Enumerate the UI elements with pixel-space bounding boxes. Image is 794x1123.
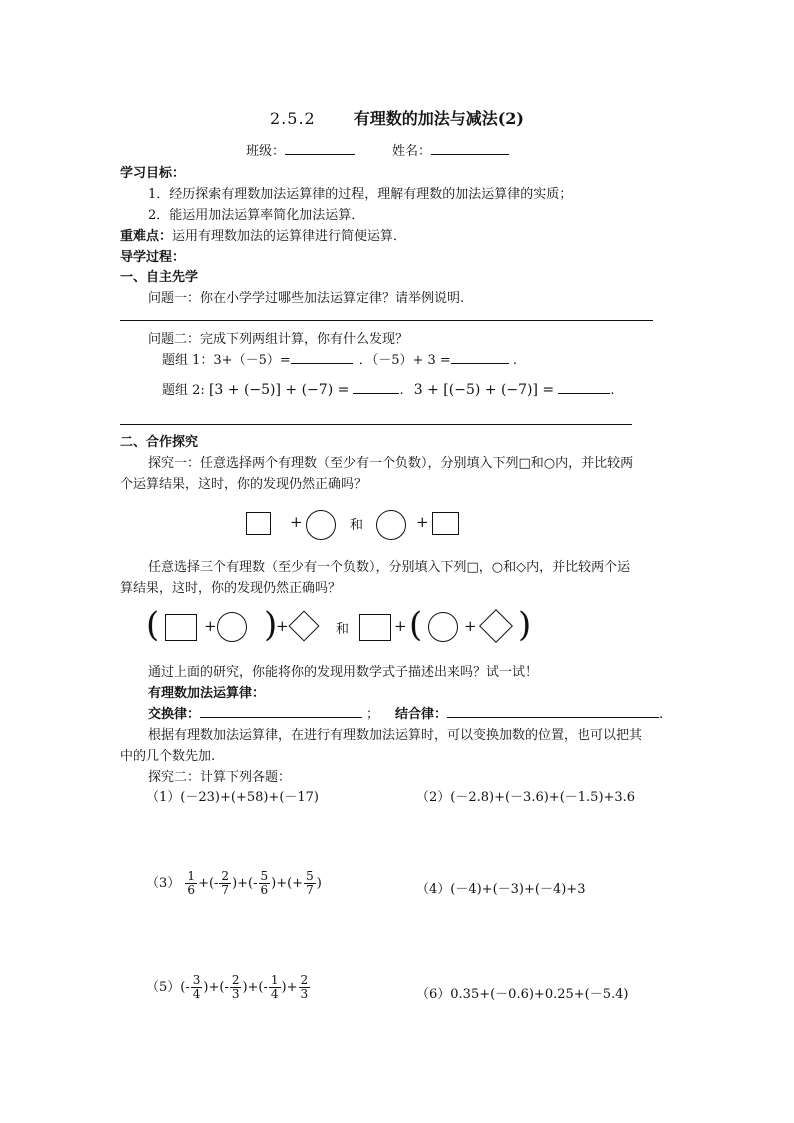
question-1: 问题一：你在小学学过哪些加法运算定律？请举例说明. <box>148 291 465 306</box>
circle-box[interactable] <box>217 612 247 642</box>
problem-6: （6）0.35+(－0.6)+0.25+(－5.4) <box>416 987 629 1002</box>
section2-heading: 二、合作探究 <box>120 435 199 450</box>
square-box[interactable] <box>432 512 459 535</box>
operator: )+ <box>281 980 298 995</box>
title-text: 有理数的加法与减法(2) <box>353 109 524 128</box>
name-label: 姓名： <box>392 144 432 159</box>
plus-sign: + <box>290 513 303 531</box>
laws-end: . <box>659 707 664 722</box>
class-field <box>246 140 355 159</box>
commutative-label: 交换律： <box>148 707 201 722</box>
associative-label: 结合律： <box>395 707 448 722</box>
explore2-heading: 探究二：计算下列各题： <box>148 770 292 785</box>
name-blank[interactable] <box>431 142 509 155</box>
group2-end: . <box>610 383 615 398</box>
class-blank[interactable] <box>285 142 355 155</box>
open-bracket: ( <box>409 605 423 645</box>
plus-sign: + <box>416 513 429 531</box>
key-point-label: 重难点： <box>120 229 173 244</box>
close-bracket: ) <box>264 605 278 645</box>
group-2 <box>162 379 614 398</box>
square-box[interactable] <box>359 614 391 641</box>
circle-box[interactable] <box>376 510 406 540</box>
problem5-label: （5） <box>146 980 181 995</box>
plus-sign: + <box>464 617 477 635</box>
group2-sep: . <box>399 383 404 398</box>
group1-expr-a: 题组 1：3+（－5）= <box>162 353 291 368</box>
operator: )+(- <box>242 980 268 995</box>
group1-expr-b: ．（－5）+ 3 = <box>358 353 451 368</box>
question-2: 问题二：完成下列两组计算，你有什么发现？ <box>148 332 409 347</box>
square-box[interactable] <box>165 614 197 641</box>
problem-4: （4）(－4)+(－3)+(－4)+3 <box>416 882 586 897</box>
fraction: $\frac{2}{7}$ <box>221 869 230 897</box>
name-field <box>392 140 509 159</box>
summary-text: 通过上面的研究，你能将你的发现用数学式子描述出来吗？试一试！ <box>148 665 539 680</box>
key-point-text: 运用有理数加法的运算律进行简便运算． <box>172 229 407 244</box>
plus-sign: + <box>394 617 407 635</box>
plus-sign: + <box>276 617 289 635</box>
laws-sep: ； <box>366 707 380 722</box>
operator: )+(- <box>203 980 229 995</box>
diamond-box[interactable] <box>479 609 513 643</box>
explain-line1: 根据有理数加法运算律，在进行有理数加法运算时，可以变换加数的位置，也可以把其 <box>148 728 643 743</box>
section1-heading: 一、自主先学 <box>120 270 199 285</box>
group2-expr-1: [3 + (−5)] + (−7) = <box>208 382 350 398</box>
operator: )+(+ <box>271 876 304 891</box>
and-word: 和 <box>336 622 350 637</box>
square-box[interactable] <box>246 512 271 535</box>
group2-label: 题组 2: <box>162 383 205 398</box>
open-bracket: ( <box>146 605 160 645</box>
laws-row <box>148 703 663 722</box>
law-title: 有理数加法运算律： <box>148 686 266 701</box>
fraction: $\frac{3}{4}$ <box>192 973 201 1001</box>
circle-box[interactable] <box>428 612 458 642</box>
circle-box[interactable] <box>306 510 336 540</box>
fraction: $\frac{5}{6}$ <box>260 869 269 897</box>
explore1b-line1: 任意选择三个有理数（至少有一个负数），分别填入下列□，○和◇内，并比较两个运 <box>148 560 631 575</box>
fraction: $\frac{1}{4}$ <box>270 973 279 1001</box>
group2-blank-1[interactable] <box>353 381 399 394</box>
fraction: $\frac{5}{7}$ <box>306 869 314 897</box>
problem-2: （2）(－2.8)+(－3.6)+(－1.5)+3.6 <box>416 790 636 805</box>
class-label: 班级： <box>246 144 286 159</box>
problem3-label: （3） <box>146 876 181 891</box>
answer-line-1[interactable] <box>120 320 653 321</box>
title-number: 2.5.2 <box>270 109 316 128</box>
goals-heading: 学习目标： <box>120 166 186 181</box>
associative-blank[interactable] <box>447 705 659 718</box>
group2-expr-2: 3 + [(−5) + (−7)] = <box>413 382 555 398</box>
explore1-line2: 个运算结果，这时，你的发现仍然正确吗？ <box>120 477 368 492</box>
group1-blank-a[interactable] <box>291 351 353 364</box>
fraction: $\frac{2}{3}$ <box>231 973 240 1001</box>
operator: ) <box>316 876 322 891</box>
goal-item-1: 1．经历探索有理数加法运算律的过程，理解有理数的加法运算律的实质； <box>148 187 573 202</box>
explain-line2: 中的几个数先加. <box>120 749 216 764</box>
group-1 <box>162 349 517 368</box>
and-word: 和 <box>350 518 364 533</box>
problem-3 <box>146 870 322 897</box>
close-bracket: ) <box>518 605 532 645</box>
operator: (- <box>180 980 190 995</box>
answer-line-2[interactable] <box>120 424 632 425</box>
problem-5 <box>146 974 311 1001</box>
operator: )+(- <box>232 876 258 891</box>
fraction: $\frac{2}{3}$ <box>300 973 309 1001</box>
commutative-blank[interactable] <box>200 705 362 718</box>
key-point <box>120 225 406 244</box>
explore1-line1: 探究一：任意选择两个有理数（至少有一个负数），分别填入下列□和○内，并比较两 <box>148 456 634 471</box>
operator: +(- <box>198 876 219 891</box>
group1-blank-b[interactable] <box>451 351 509 364</box>
group2-blank-2[interactable] <box>558 381 610 394</box>
problem-1: （1）(－23)+(+58)+(－17) <box>146 790 320 805</box>
fraction: $\frac{1}{6}$ <box>187 869 196 897</box>
plus-sign: + <box>204 617 217 635</box>
group1-end: . <box>512 353 517 368</box>
explore1b-line2: 算结果，这时，你的发现仍然正确吗？ <box>120 581 342 596</box>
process-heading: 导学过程： <box>120 250 186 265</box>
diamond-box[interactable] <box>288 610 319 641</box>
goal-item-2: 2．能运用加法运算率简化加法运算． <box>148 208 365 223</box>
page-title <box>0 106 794 129</box>
